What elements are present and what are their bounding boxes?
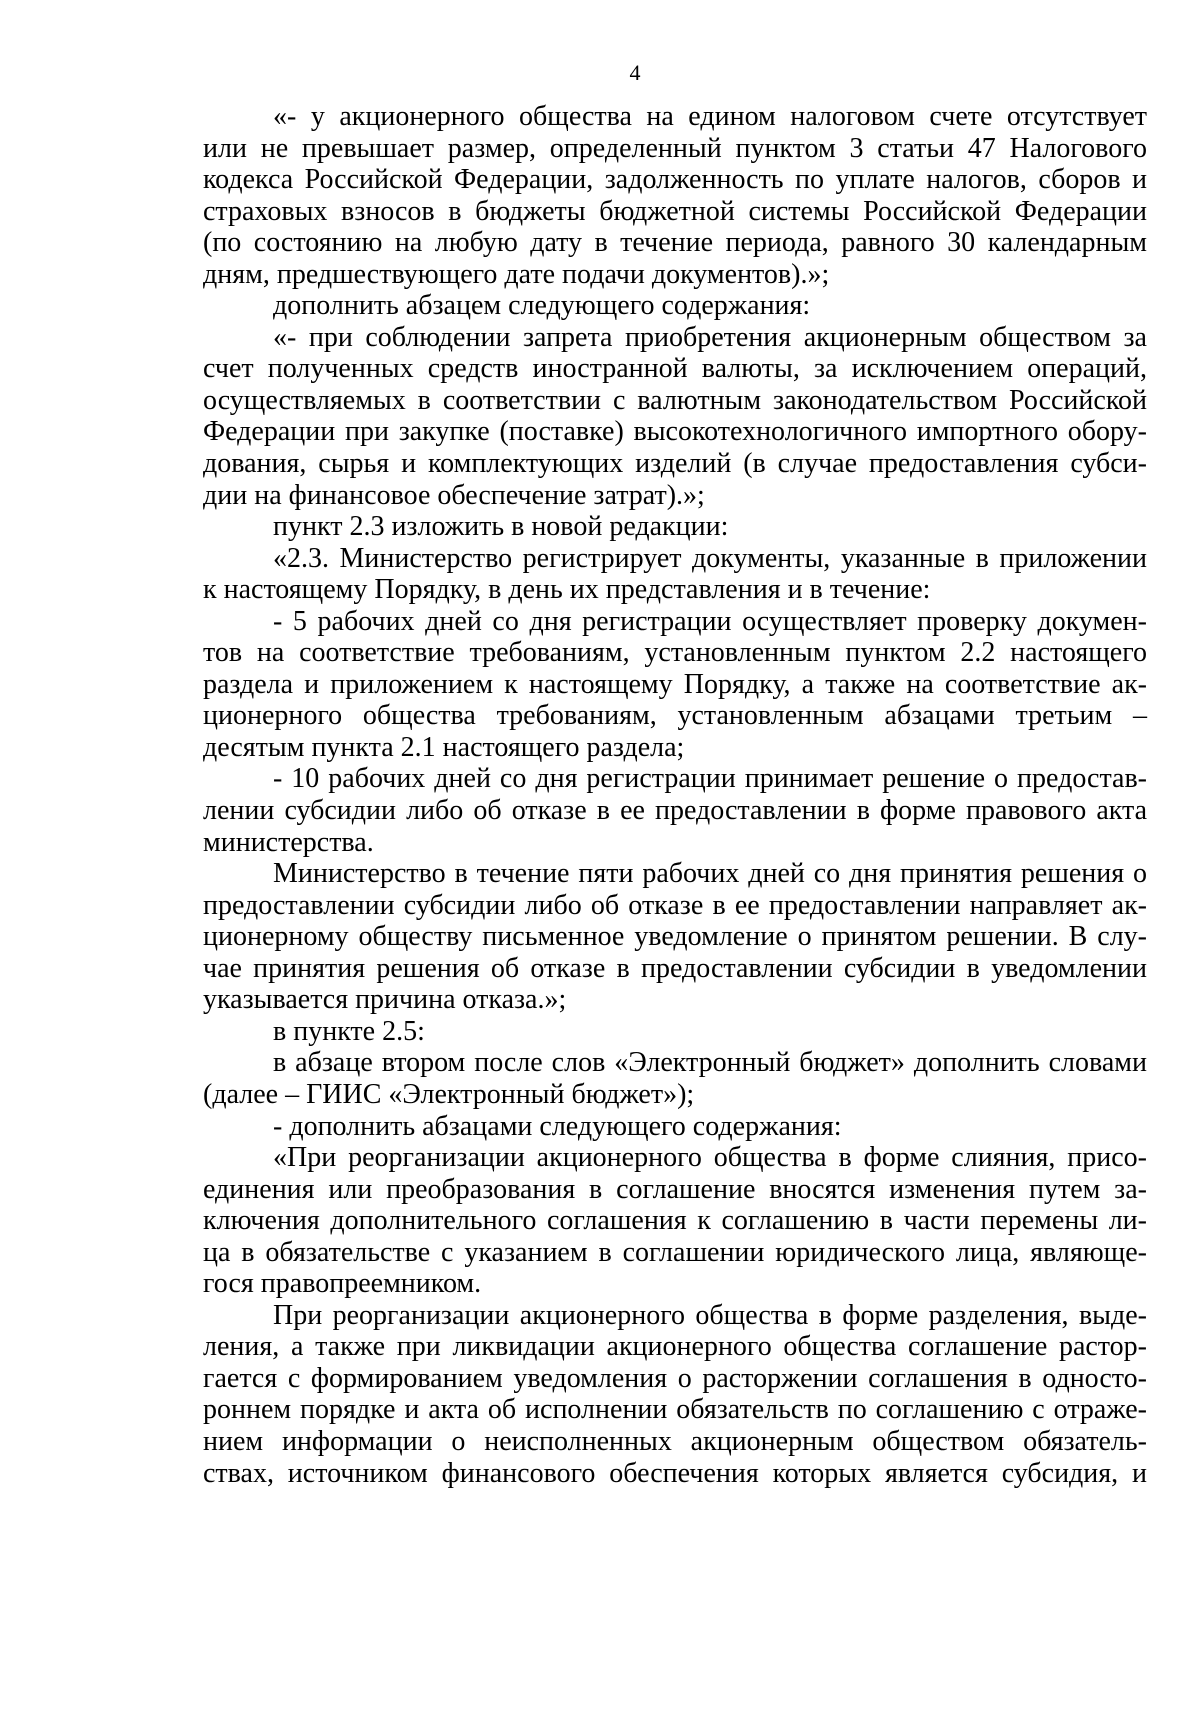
document-body (203, 101, 1147, 1489)
paragraph (203, 101, 1147, 290)
text-line: единения или преобразования в соглашение вносятся изменения путем за- (203, 1173, 1147, 1205)
paragraph (203, 606, 1147, 764)
text-line: дням, предшествующего дате подачи документов).»; (203, 258, 830, 290)
text-line: в абзаце втором после слов «Электронный бюджет» дополнить словами (273, 1047, 1147, 1079)
text-line: «- при соблюдении запрета приобретения акционерным обществом за (273, 321, 1147, 353)
text-line: Федерации при закупке (поставке) высокотехнологичного импортного обору- (203, 416, 1147, 448)
paragraph (203, 1111, 1147, 1143)
text-line: ца в обязательстве с указанием в соглашении юридического лица, являюще- (203, 1236, 1147, 1268)
text-line: нием информации о неисполненных акционерным обществом обязатель- (203, 1425, 1147, 1457)
paragraph (203, 1300, 1147, 1489)
text-line: «2.3. Министерство регистрирует документы, указанные в приложении (273, 542, 1147, 574)
text-line: ционерного общества требованиям, установленным абзацами третьим – (203, 700, 1147, 732)
text-line: ционерному обществу письменное уведомление о принятом решении. В слу- (203, 921, 1147, 953)
text-line: или не превышает размер, определенный пунктом 3 статьи 47 Налогового (203, 132, 1147, 164)
text-line: гося правопреемником. (203, 1268, 482, 1300)
text-line: к настоящему Порядку, в день их представления и в течение: (203, 574, 931, 606)
paragraph (203, 511, 1147, 543)
text-line: дополнить абзацем следующего содержания: (273, 290, 811, 322)
page-number: 4 (629, 60, 641, 85)
text-line: гается с формированием уведомления о расторжении соглашения в односто- (203, 1362, 1147, 1394)
text-line: предоставлении субсидии либо об отказе в ее предоставлении направляет ак- (203, 889, 1147, 921)
text-line: раздела и приложением к настоящему Порядку, а также на соответствие ак- (203, 668, 1147, 700)
text-line: дования, сырья и комплектующих изделий (в случае предоставления субси- (203, 448, 1147, 480)
text-line: десятым пункта 2.1 настоящего раздела; (203, 731, 685, 763)
text-line: пункт 2.3 изложить в новой редакции: (273, 511, 729, 543)
text-line: министерства. (203, 826, 374, 858)
text-line: кодекса Российской Федерации, задолженность по уплате налогов, сборов и (203, 164, 1147, 196)
paragraph (203, 290, 1147, 322)
text-line: - 5 рабочих дней со дня регистрации осуществляет проверку докумен- (273, 605, 1147, 637)
text-line: При реорганизации акционерного общества в форме разделения, выде- (273, 1299, 1147, 1331)
text-line: в пункте 2.5: (273, 1015, 425, 1047)
text-line: дии на финансовое обеспечение затрат).»; (203, 479, 705, 511)
text-line: осуществляемых в соответствии с валютным законодательством Российской (203, 384, 1147, 416)
text-line: ствах, источником финансового обеспечения которых является субсидия, и (203, 1457, 1147, 1489)
text-line: - дополнить абзацами следующего содержания: (273, 1110, 842, 1142)
text-line: «При реорганизации акционерного общества в форме слияния, присо- (273, 1142, 1147, 1174)
text-line: роннем порядке и акта об исполнении обязательств по соглашению с отраже- (203, 1394, 1147, 1426)
text-line: лении субсидии либо об отказе в ее предоставлении в форме правового акта (203, 795, 1147, 827)
text-line: «- у акционерного общества на едином налоговом счете отсутствует (273, 101, 1147, 132)
paragraph (203, 1016, 1147, 1048)
text-line: (по состоянию на любую дату в течение периода, равного 30 календарным (203, 227, 1147, 259)
text-line: Министерство в течение пяти рабочих дней со дня принятия решения о (273, 858, 1147, 890)
paragraph (203, 322, 1147, 511)
text-line: тов на соответствие требованиям, установленным пунктом 2.2 настоящего (203, 637, 1147, 669)
text-line: страховых взносов в бюджеты бюджетной системы Российской Федерации (203, 195, 1147, 227)
text-line: - 10 рабочих дней со дня регистрации принимает решение о предостав- (273, 763, 1147, 795)
text-line: ключения дополнительного соглашения к соглашению в части перемены ли- (203, 1205, 1147, 1237)
paragraph (203, 763, 1147, 858)
paragraph (203, 1047, 1147, 1110)
text-line: счет полученных средств иностранной валюты, за исключением операций, (203, 353, 1147, 385)
text-line: ления, а также при ликвидации акционерного общества соглашение растор- (203, 1331, 1147, 1363)
paragraph (203, 543, 1147, 606)
text-line: указывается причина отказа.»; (203, 984, 567, 1016)
text-line: (далее – ГИИС «Электронный бюджет»); (203, 1078, 695, 1110)
paragraph (203, 858, 1147, 1016)
text-line: чае принятия решения об отказе в предоставлении субсидии в уведомлении (203, 952, 1147, 984)
paragraph (203, 1142, 1147, 1300)
